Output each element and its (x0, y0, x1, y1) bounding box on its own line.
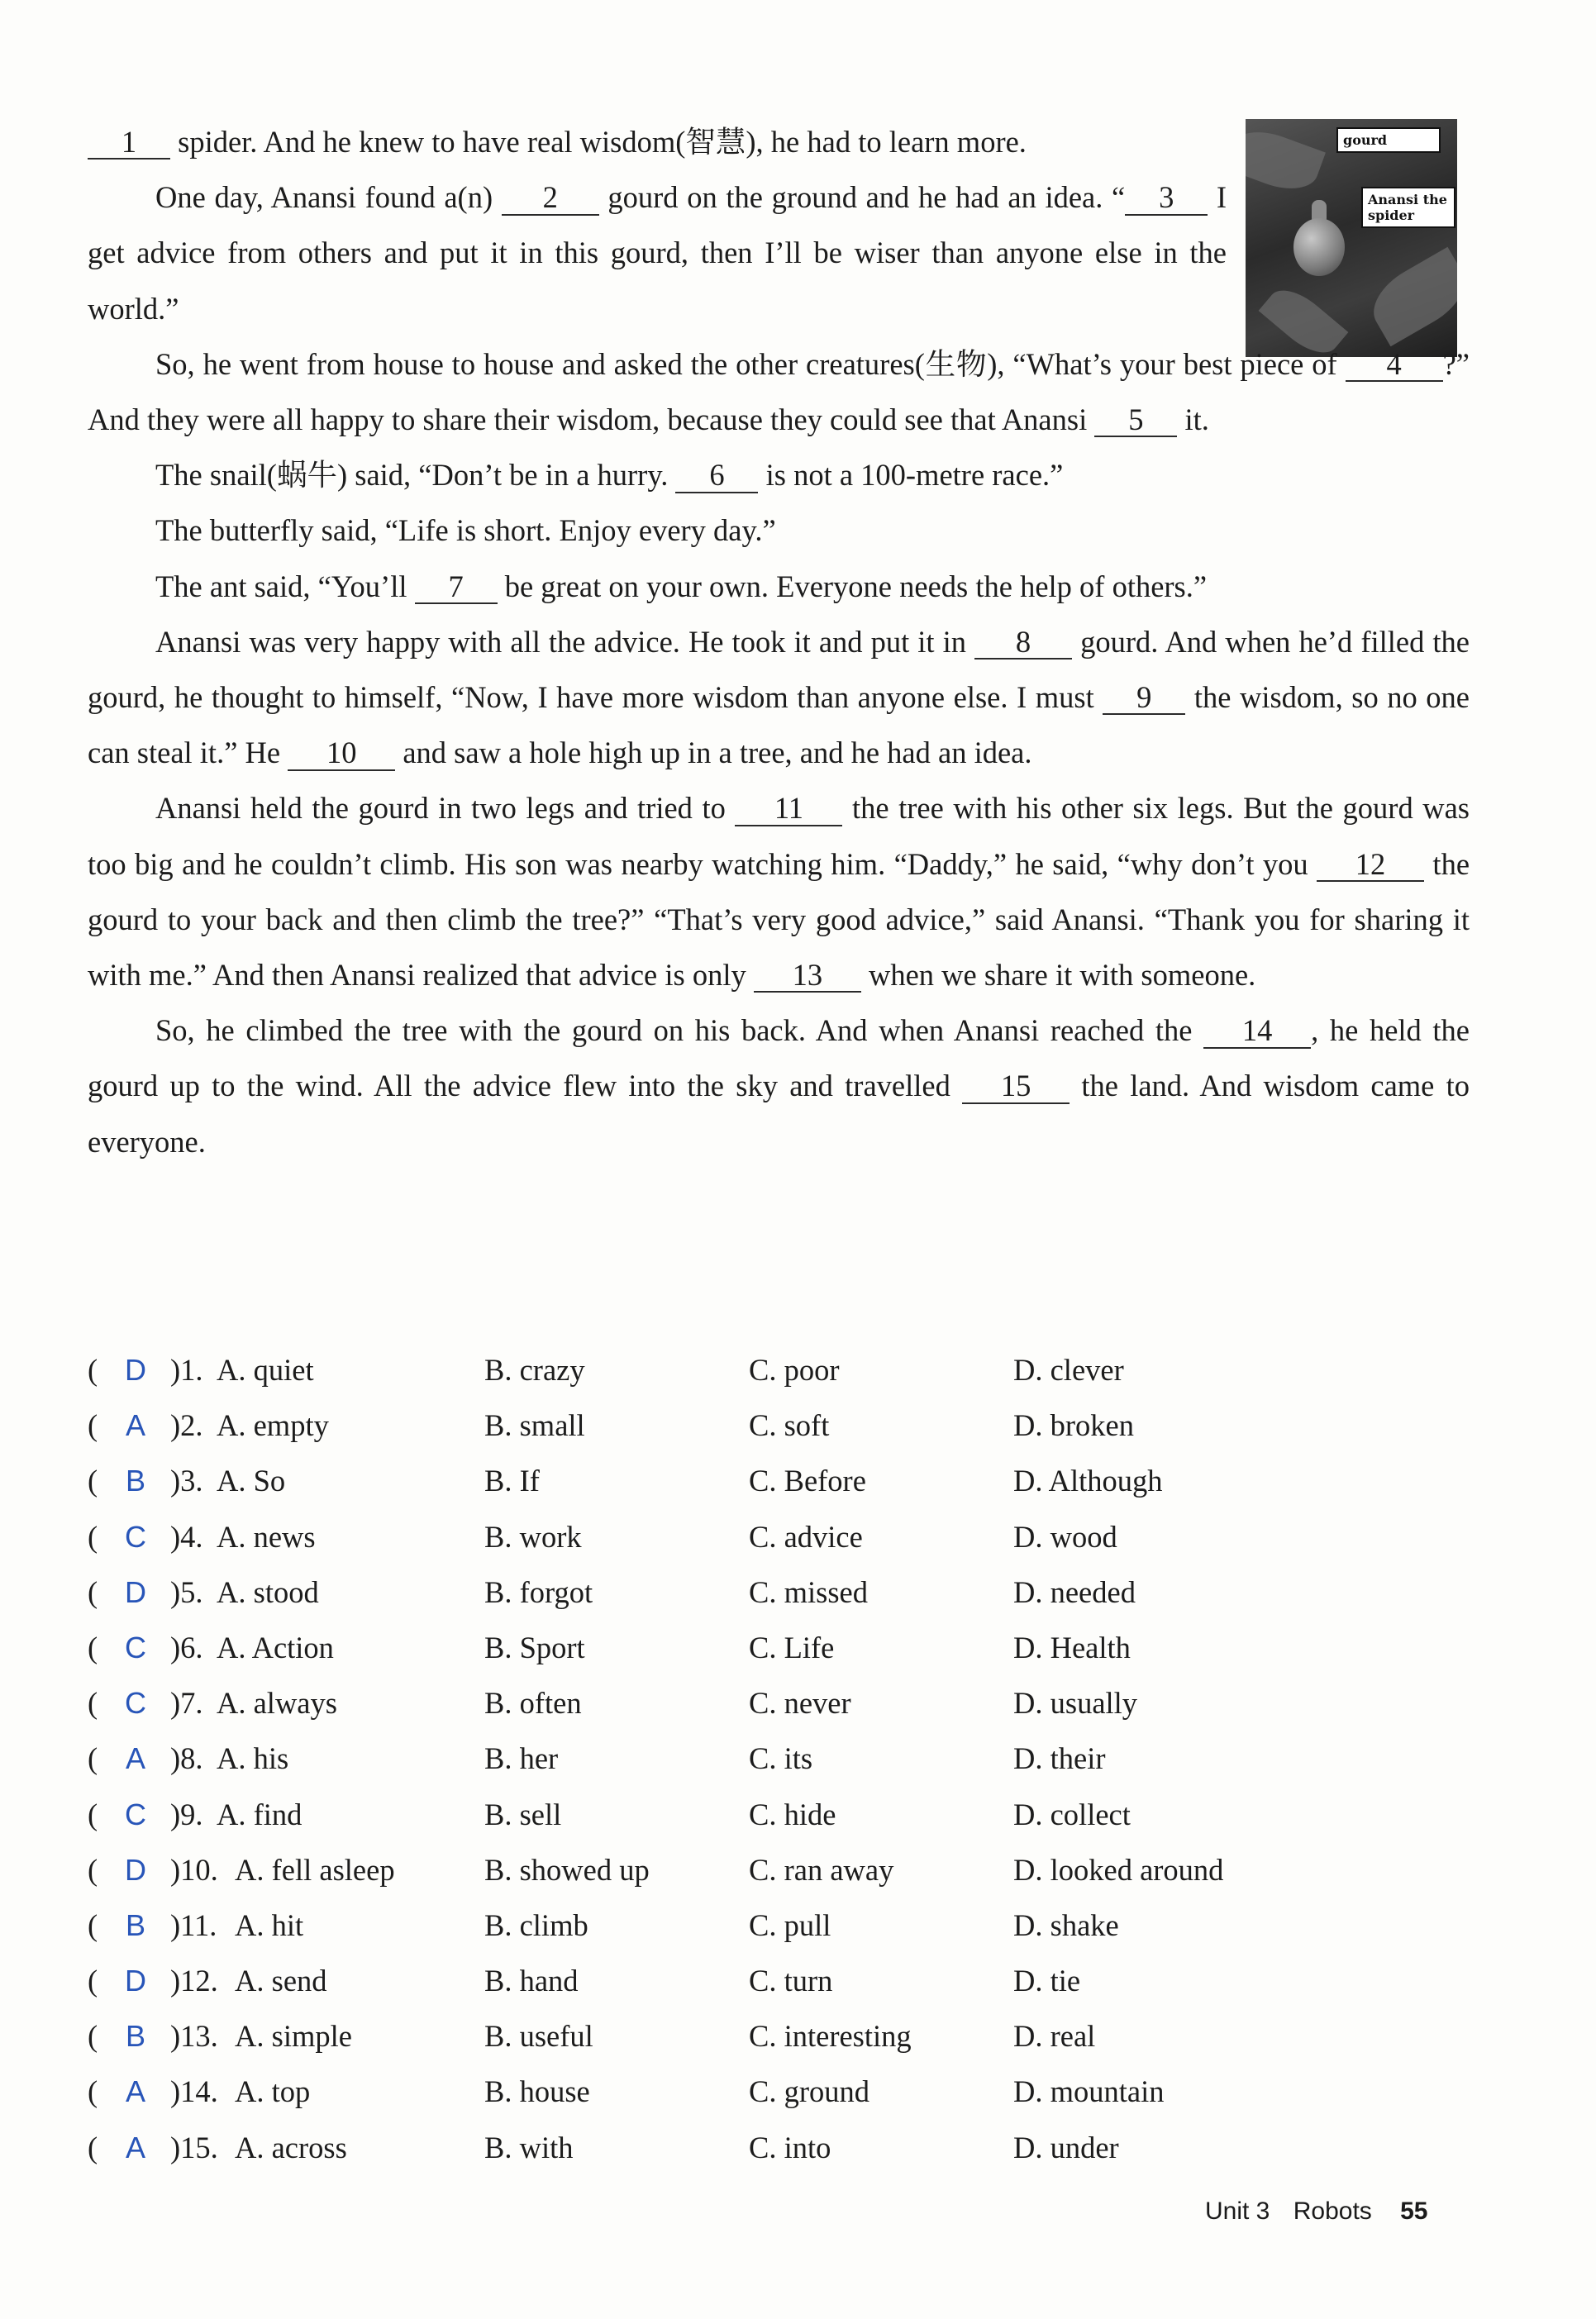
gourd-callout: gourd (1336, 127, 1441, 153)
question-row (88, 1509, 1493, 1564)
option-b: B. with (484, 2130, 574, 2164)
option-b: B. forgot (484, 1574, 593, 1609)
blank-3: 3 (1125, 182, 1208, 215)
option-b: B. useful (484, 2019, 593, 2054)
option-c: C. missed (749, 1574, 868, 1609)
option-b: B. crazy (484, 1353, 585, 1387)
passage-paragraph-4 (88, 447, 1470, 502)
blank-12: 12 (1317, 849, 1424, 882)
answer-paren-left: ( (88, 1686, 98, 1721)
answer-letter: C (125, 1630, 146, 1664)
blank-8: 8 (974, 626, 1072, 660)
option-d: D. under (1013, 2130, 1119, 2164)
question-number: )1. (170, 1353, 203, 1387)
passage-text: is not a 100-metre race.” (765, 458, 1064, 493)
question-row (88, 2120, 1493, 2175)
passage-text: I get advice from others and put it in this gourd, then I’ll be wiser than anyone else in the world.” (88, 180, 1227, 326)
answer-paren-left: ( (88, 1964, 98, 1998)
answer-paren-left: ( (88, 1464, 98, 1498)
passage-text: gourd. And when he’d filled the gourd, he thought to himself, “Now, I have more wisdom than anyone else. I must (88, 624, 1470, 715)
option-c: C. Life (749, 1630, 835, 1664)
option-a: A. Action (217, 1630, 334, 1664)
answer-letter: B (125, 2019, 145, 2054)
answer-letter: D (125, 1964, 146, 1998)
question-row (88, 1342, 1493, 1398)
passage-text: Anansi was very happy with all the advice. He took it and put it in (155, 624, 966, 659)
passage-text: The snail(蜗牛) said, “Don’t be in a hurry. (155, 458, 669, 493)
option-b: B. hand (484, 1964, 579, 1998)
passage-text: ?” And they were all happy to share their wisdom, because they could see that Anansi (88, 346, 1470, 437)
question-number: )15. (170, 2130, 218, 2164)
answer-paren-left: ( (88, 1574, 98, 1609)
answer-paren-left: ( (88, 2130, 98, 2164)
answer-paren-left: ( (88, 1741, 98, 1776)
answer-paren-left: ( (88, 1852, 98, 1887)
option-a: A. news (217, 1519, 316, 1554)
option-c: C. turn (749, 1964, 833, 1998)
question-row (88, 2064, 1493, 2119)
answer-paren-left: ( (88, 1519, 98, 1554)
passage-paragraph-7 (88, 614, 1470, 781)
answer-paren-left: ( (88, 1353, 98, 1387)
option-b: B. often (484, 1686, 582, 1721)
answer-letter: B (125, 1464, 145, 1498)
spider-callout: Anansi the spider (1361, 187, 1455, 228)
blank-7: 7 (415, 571, 498, 604)
blank-15: 15 (962, 1070, 1070, 1103)
option-b: B. house (484, 2074, 590, 2109)
option-b: B. Sport (484, 1630, 585, 1664)
passage-text: gourd on the ground and he had an idea. “ (607, 180, 1126, 215)
question-row (88, 1731, 1493, 1786)
question-row (88, 2008, 1493, 2064)
question-number: )14. (170, 2074, 218, 2109)
option-c: C. Before (749, 1464, 866, 1498)
answer-letter: C (125, 1797, 146, 1831)
option-d: D. shake (1013, 1907, 1119, 1942)
option-c: C. hide (749, 1797, 836, 1831)
answer-paren-left: ( (88, 1630, 98, 1664)
passage-text: when we share it with someone. (868, 958, 1256, 993)
passage-paragraph-5 (88, 502, 1470, 558)
blank-14: 14 (1203, 1015, 1311, 1048)
passage-text: the wisdom, so no one can steal it.” He (88, 680, 1470, 770)
option-a: A. simple (235, 2019, 352, 2054)
question-row (88, 1787, 1493, 1842)
blank-4: 4 (1346, 349, 1443, 382)
question-row (88, 1398, 1493, 1453)
option-a: A. always (217, 1686, 337, 1721)
answer-letter: A (125, 1741, 145, 1776)
answer-letter: D (125, 1353, 146, 1387)
option-d: D. needed (1013, 1574, 1136, 1609)
question-row (88, 1898, 1493, 1953)
question-number: )11. (170, 1907, 217, 1942)
question-number: )5. (170, 1574, 203, 1609)
answer-options-list (88, 1342, 1493, 2175)
passage-text: and saw a hole high up in a tree, and he had an idea. (403, 736, 1032, 770)
question-number: )12. (170, 1964, 218, 1998)
question-number: )8. (170, 1741, 203, 1776)
answer-letter: A (125, 1408, 145, 1443)
passage-text: Anansi held the gourd in two legs and tried to (155, 791, 726, 826)
answer-paren-left: ( (88, 2074, 98, 2109)
option-c: C. pull (749, 1907, 831, 1942)
answer-paren-left: ( (88, 1408, 98, 1443)
passage-paragraph-3 (88, 336, 1470, 447)
option-d: D. their (1013, 1741, 1106, 1776)
footer-title: Robots (1293, 2198, 1372, 2225)
option-a: A. top (235, 2074, 311, 2109)
option-a: A. empty (217, 1408, 329, 1443)
option-d: D. collect (1013, 1797, 1131, 1831)
option-c: C. soft (749, 1408, 830, 1443)
passage-text: So, he went from house to house and asked the other creatures(生物), “What’s your best piece of (155, 346, 1337, 381)
answer-letter: D (125, 1852, 146, 1887)
option-b: B. showed up (484, 1852, 650, 1887)
question-number: )13. (170, 2019, 218, 2054)
blank-5: 5 (1094, 404, 1177, 437)
option-d: D. looked around (1013, 1852, 1224, 1887)
option-d: D. broken (1013, 1408, 1134, 1443)
footer-unit: Unit 3 (1205, 2198, 1270, 2225)
question-number: )4. (170, 1519, 203, 1554)
blank-6: 6 (675, 460, 758, 493)
question-row (88, 1620, 1493, 1675)
blank-11: 11 (735, 793, 842, 826)
blank-10: 10 (288, 737, 395, 770)
answer-letter: C (125, 1519, 146, 1554)
passage-text: The ant said, “You’ll (155, 569, 407, 603)
option-c: C. interesting (749, 2019, 912, 2054)
option-d: D. Health (1013, 1630, 1131, 1664)
passage-text: it. (1184, 402, 1209, 437)
answer-letter: B (125, 1907, 145, 1942)
option-c: C. never (749, 1686, 851, 1721)
option-a: A. find (217, 1797, 303, 1831)
answer-letter: A (125, 2130, 145, 2164)
option-b: B. her (484, 1741, 559, 1776)
option-d: D. clever (1013, 1353, 1124, 1387)
question-number: )3. (170, 1464, 203, 1498)
question-row (88, 1453, 1493, 1508)
option-d: D. wood (1013, 1519, 1117, 1554)
passage-text: The butterfly said, “Life is short. Enjoy every day.” (155, 513, 776, 548)
question-row (88, 1675, 1493, 1731)
passage-text: the tree with his other six legs. But the gourd was too big and he couldn’t climb. His son was nearby watching him. “Daddy,” he said, “why don’t you (88, 791, 1470, 881)
passage-text: the land. And wisdom came to everyone. (88, 1069, 1470, 1159)
option-c: C. ground (749, 2074, 869, 2109)
passage-paragraph-6 (88, 559, 1470, 614)
reading-passage (88, 114, 1470, 1169)
question-number: )7. (170, 1686, 203, 1721)
passage-paragraph-8 (88, 780, 1470, 1002)
answer-paren-left: ( (88, 1907, 98, 1942)
option-d: D. tie (1013, 1964, 1081, 1998)
passage-paragraph-9 (88, 1002, 1470, 1169)
option-b: B. work (484, 1519, 582, 1554)
page-footer (1205, 2198, 1428, 2226)
passage-paragraph-2 (88, 169, 1227, 336)
page-number: 55 (1400, 2198, 1428, 2225)
option-a: A. across (235, 2130, 347, 2164)
question-number: )9. (170, 1797, 203, 1831)
option-d: D. usually (1013, 1686, 1138, 1721)
option-a: A. his (217, 1741, 289, 1776)
passage-text: , he held the gourd up to the wind. All the advice flew into the sky and travelled (88, 1013, 1470, 1103)
blank-9: 9 (1103, 682, 1185, 715)
answer-letter: A (125, 2074, 145, 2109)
option-b: B. If (484, 1464, 540, 1498)
answer-letter: C (125, 1686, 146, 1721)
answer-letter: D (125, 1574, 146, 1609)
blank-13: 13 (754, 960, 861, 993)
option-a: A. fell asleep (235, 1852, 395, 1887)
option-c: C. poor (749, 1353, 840, 1387)
option-c: C. ran away (749, 1852, 894, 1887)
option-a: A. send (235, 1964, 327, 1998)
question-row (88, 1842, 1493, 1898)
option-d: D. mountain (1013, 2074, 1165, 2109)
option-c: C. its (749, 1741, 813, 1776)
option-a: A. stood (217, 1574, 319, 1609)
question-row (88, 1564, 1493, 1620)
passage-text: So, he climbed the tree with the gourd on his back. And when Anansi reached the (155, 1013, 1193, 1048)
answer-paren-left: ( (88, 2019, 98, 2054)
option-b: B. climb (484, 1907, 588, 1942)
option-a: A. quiet (217, 1353, 314, 1387)
passage-text: spider. And he knew to have real wisdom(智慧), he had to learn more. (178, 125, 1027, 159)
option-d: D. Although (1013, 1464, 1163, 1498)
blank-2: 2 (502, 182, 599, 215)
option-a: A. So (217, 1464, 286, 1498)
question-row (88, 1953, 1493, 2008)
blank-1: 1 (88, 126, 170, 160)
question-number: )10. (170, 1852, 218, 1887)
option-b: B. small (484, 1408, 585, 1443)
option-b: B. sell (484, 1797, 562, 1831)
passage-text: be great on your own. Everyone needs the help of others.” (504, 569, 1208, 603)
option-d: D. real (1013, 2019, 1096, 2054)
option-a: A. hit (235, 1907, 304, 1942)
passage-text: One day, Anansi found a(n) (155, 180, 493, 215)
question-number: )2. (170, 1408, 203, 1443)
question-number: )6. (170, 1630, 203, 1664)
answer-paren-left: ( (88, 1797, 98, 1831)
option-c: C. into (749, 2130, 831, 2164)
passage-paragraph-1 (88, 114, 1227, 169)
option-c: C. advice (749, 1519, 863, 1554)
passage-text: the gourd to your back and then climb the tree?” “That’s very good advice,” said Anansi. “Thank you for sharing it with me.” And then Anansi realized that advice is only (88, 846, 1470, 993)
